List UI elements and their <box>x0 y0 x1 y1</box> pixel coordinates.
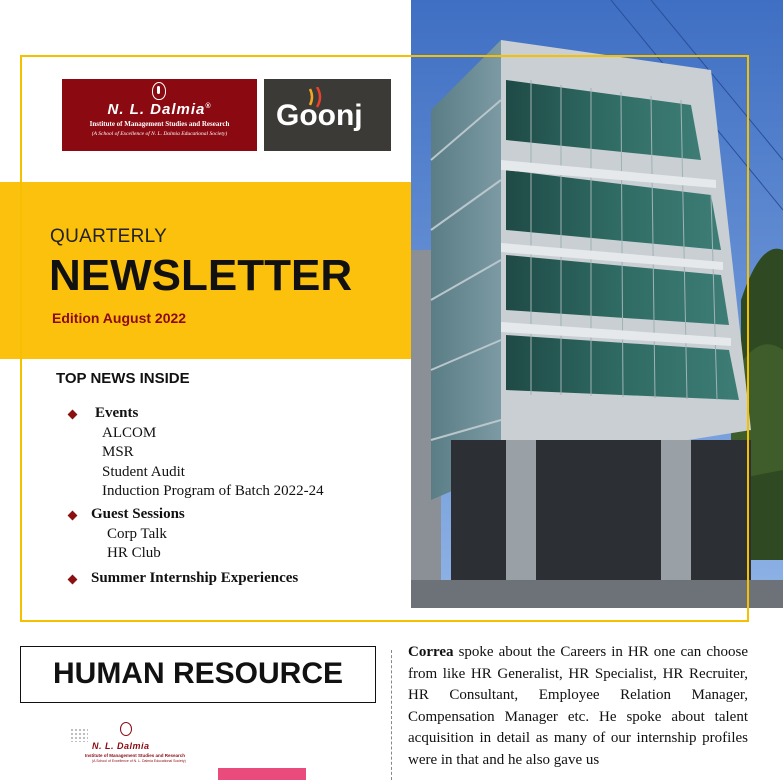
list-item: HR Club <box>107 545 161 561</box>
list-item: ALCOM <box>102 425 157 441</box>
column-divider <box>391 650 392 780</box>
goonj-wordmark: Goonj <box>276 99 363 132</box>
category-guest-sessions: Guest Sessions <box>91 506 185 522</box>
logo-reg-mark: ® <box>205 103 212 110</box>
dot-pattern <box>70 728 88 742</box>
edition-label: Edition August 2022 <box>52 310 187 326</box>
bullet-diamond-icon <box>68 575 78 585</box>
speaker-name: Correa <box>408 644 454 660</box>
bullet-diamond-icon <box>68 511 78 521</box>
list-item: Induction Program of Batch 2022-24 <box>102 483 324 499</box>
logo-name: N. L. Dalmia <box>107 101 206 118</box>
small-nl-dalmia-logo <box>70 720 200 770</box>
small-logo-society-line: (A School of Excellence of N. L. Dalmia Educational Society) <box>92 759 186 763</box>
article-body <box>408 642 748 771</box>
article-text: spoke about the Careers in HR one can choose from like HR Generalist, HR Specialist, HR Recruiter, HR Consultant, Employee Relation Manager, Compensation Manager etc. He spoke about talent acquisition in detail as many of our internship profiles were in that and he also gave us <box>408 644 748 768</box>
category-summer-internship: Summer Internship Experiences <box>91 570 299 586</box>
goonj-logo <box>264 79 391 151</box>
small-logo-institute-line: Institute of Management Studies and Research <box>85 753 186 758</box>
list-item: Student Audit <box>102 464 185 480</box>
building-photo <box>411 0 783 608</box>
nl-dalmia-logo <box>62 79 257 151</box>
flame-emblem-icon <box>152 82 166 100</box>
flame-emblem-icon <box>120 722 132 736</box>
pink-tab <box>218 768 306 780</box>
logo-institute-line: Institute of Management Studies and Research <box>89 120 230 128</box>
list-item: Corp Talk <box>107 526 167 542</box>
masthead-kicker: QUARTERLY <box>50 226 168 247</box>
section-title: HUMAN RESOURCE <box>20 646 376 703</box>
bullet-diamond-icon <box>68 410 78 420</box>
category-events: Events <box>95 405 139 421</box>
list-item: MSR <box>102 444 134 460</box>
logo-society-line: (A School of Excellence of N. L. Dalmia Educational Society) <box>91 131 228 137</box>
small-logo-name: N. L. Dalmia <box>92 741 150 751</box>
masthead-title: NEWSLETTER <box>49 251 353 300</box>
top-news-heading: TOP NEWS INSIDE <box>56 370 190 387</box>
